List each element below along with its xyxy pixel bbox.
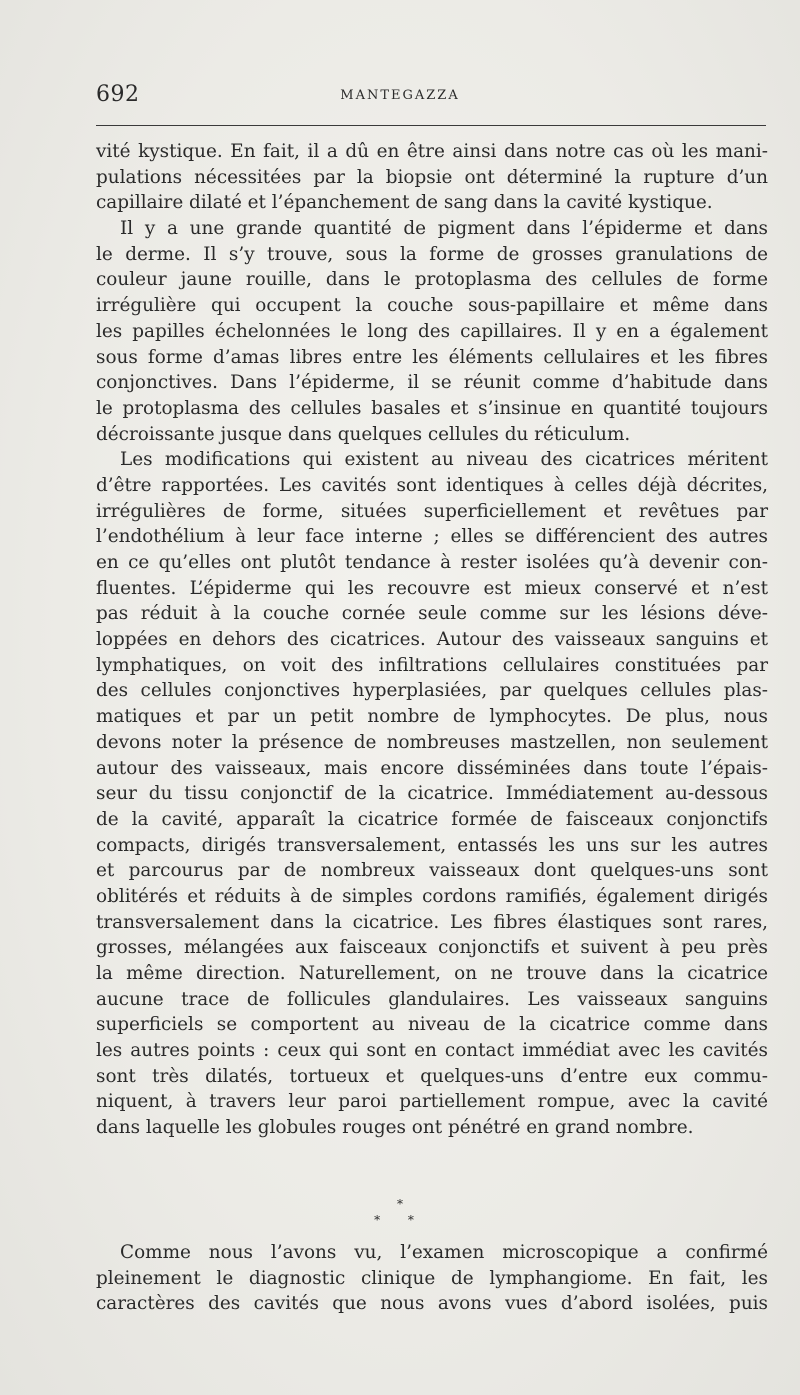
text-line: conjonctives. Dans l’épiderme, il se réunit comme d’habitude dans — [96, 372, 768, 394]
text-line: pulations nécessitées par la biopsie ont déterminé la rupture d’un — [96, 166, 768, 188]
text-line: superficiels se comportent au niveau de la cicatrice comme dans — [96, 1014, 768, 1036]
text-line: pleinement le diagnostic clinique de lymphangiome. En fait, les — [96, 1267, 768, 1289]
text-line: Il y a une grande quantité de pigment dans l’épiderme et dans — [120, 218, 768, 240]
text-line: de la cavité, apparaît la cicatrice formée de faisceaux conjonctifs — [96, 808, 768, 830]
final-paragraph — [96, 1240, 768, 1317]
text-line: couleur jaune rouille, dans le protoplasma des cellules de forme — [96, 269, 768, 291]
text-line: d’être rapportées. Les cavités sont identiques à celles déjà décrites, — [96, 474, 768, 496]
text-line: niquent, à travers leur paroi partiellement rompue, avec la cavité — [96, 1091, 768, 1113]
text-line: et parcourus par de nombreux vaisseaux dont quelques-uns sont — [96, 860, 768, 882]
text-line: seur du tissu conjonctif de la cicatrice. Immédiatement au-dessous — [96, 783, 768, 805]
text-line: sont très dilatés, tortueux et quelques-uns d’entre eux commu- — [96, 1065, 768, 1087]
text-line: oblitérés et réduits à de simples cordons ramifiés, également dirigés — [96, 885, 768, 907]
text-line: sous forme d’amas libres entre les éléments cellulaires et les fibres — [96, 346, 768, 368]
text-line: l’endothélium à leur face interne ; elles se différencient des autres — [96, 526, 768, 548]
text-line: des cellules conjonctives hyperplasiées, par quelques cellules plas- — [96, 680, 768, 702]
header-rule — [96, 125, 766, 126]
text-line: décroissante jusque dans quelques cellules du réticulum. — [96, 423, 631, 445]
separator-bottom-stars: * * — [374, 1213, 426, 1227]
text-line: lymphatiques, on voit des infiltrations cellulaires constituées par — [96, 654, 768, 676]
text-line: irrégulière qui occupent la couche sous-papillaire et même dans — [96, 295, 768, 317]
text-line: Les modifications qui existent au niveau des cicatrices méritent — [120, 449, 768, 471]
text-line: matiques et par un petit nombre de lymphocytes. De plus, nous — [96, 706, 768, 728]
separator-top-star: * — [397, 1197, 403, 1211]
running-head: MANTEGAZZA — [340, 88, 460, 103]
text-line: les autres points : ceux qui sont en contact immédiat avec les cavités — [96, 1040, 768, 1062]
text-line: caractères des cavités que nous avons vues d’abord isolées, puis — [96, 1293, 768, 1315]
text-line: le derme. Il s’y trouve, sous la forme de grosses granulations de — [96, 243, 768, 265]
text-line: vité kystique. En fait, il a dû en être ainsi dans notre cas où les mani- — [96, 141, 768, 162]
text-line: pas réduit à la couche cornée seule comme sur les lésions déve- — [96, 603, 768, 625]
section-separator — [0, 1196, 800, 1228]
text-line: compacts, dirigés transversalement, entassés les uns sur les autres — [96, 834, 768, 856]
text-line: le protoplasma des cellules basales et s’insinue en quantité toujours — [96, 397, 768, 419]
page-number: 692 — [96, 82, 140, 107]
text-line: devons noter la présence de nombreuses mastzellen, non seulement — [96, 731, 768, 753]
text-line: capillaire dilaté et l’épanchement de sang dans la cavité kystique. — [96, 192, 713, 214]
text-line: fluentes. L’épiderme qui les recouvre est mieux conservé et n’est — [96, 577, 768, 599]
text-line: irrégulières de forme, situées superficiellement et revêtues par — [96, 500, 768, 522]
text-line: aucune trace de follicules glandulaires. Les vaisseaux sanguins — [96, 988, 768, 1010]
text-line: grosses, mélangées aux faisceaux conjonctifs et suivent à peu près — [96, 937, 768, 959]
text-line: transversalement dans la cicatrice. Les fibres élastiques sont rares, — [96, 911, 768, 933]
text-line: dans laquelle les globules rouges ont pénétré en grand nombre. — [96, 1117, 694, 1139]
text-line: Comme nous l’avons vu, l’examen microscopique a confirmé — [120, 1242, 768, 1263]
text-line: loppées en dehors des cicatrices. Autour des vaisseaux sanguins et — [96, 629, 768, 651]
text-line: en ce qu’elles ont plutôt tendance à rester isolées qu’à devenir con- — [96, 552, 768, 573]
body-text — [96, 139, 768, 1141]
text-line: la même direction. Naturellement, on ne trouve dans la cicatrice — [96, 963, 768, 984]
text-line: les papilles échelonnées le long des capillaires. Il y en a également — [96, 320, 768, 342]
text-line: autour des vaisseaux, mais encore disséminées dans toute l’épais- — [96, 757, 768, 779]
